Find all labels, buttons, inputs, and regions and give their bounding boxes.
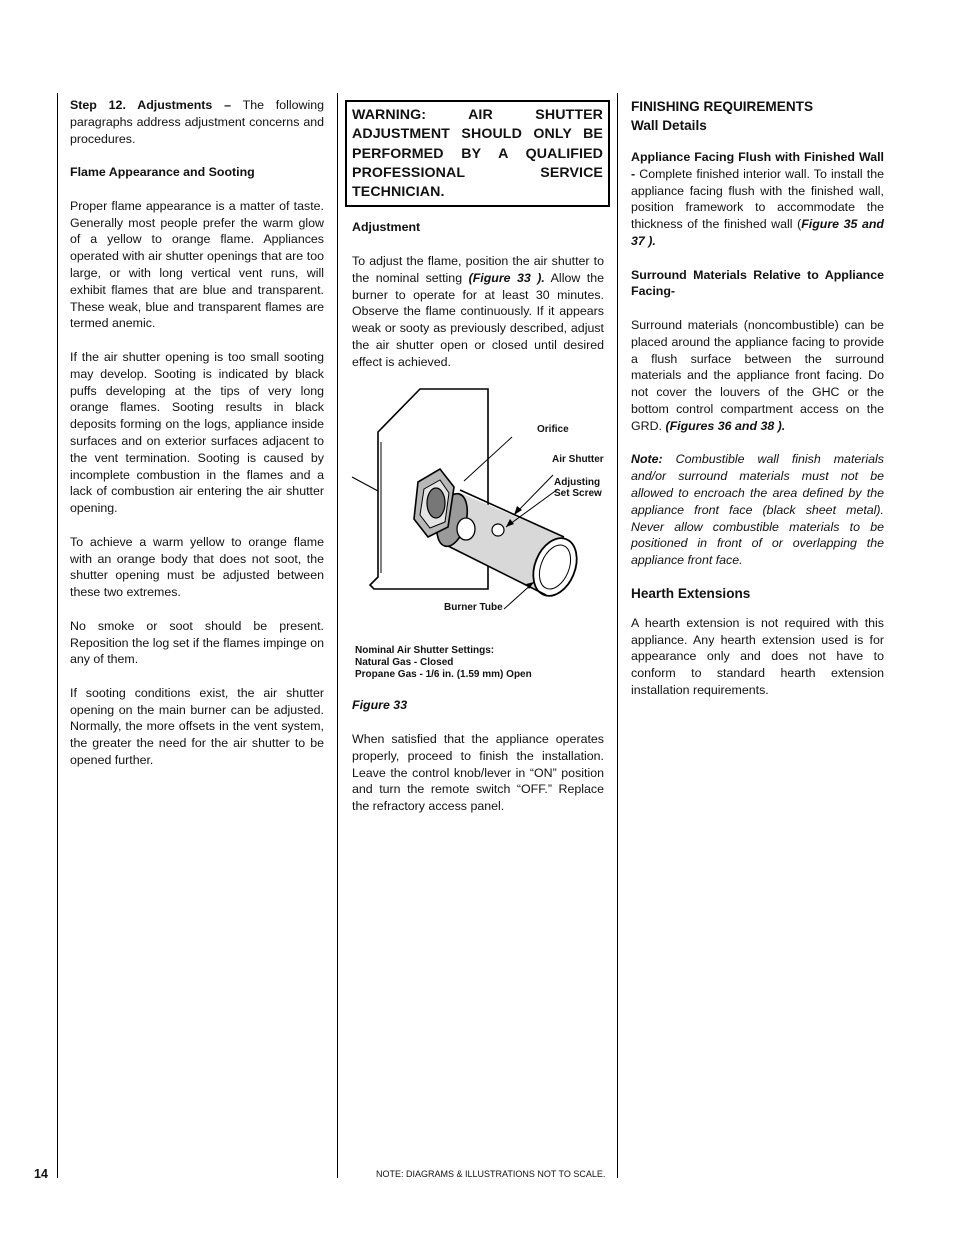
figure-33-diagram xyxy=(348,387,608,637)
page-number: 14 xyxy=(34,1167,48,1181)
figure-reference: Figure 35 and 37 ). xyxy=(631,217,884,248)
hearth-heading: Hearth Extensions xyxy=(631,585,751,601)
flame-appearance-heading: Flame Appearance and Sooting xyxy=(70,165,255,180)
column-rule-middle xyxy=(337,93,338,1178)
step-12-heading: Step 12. Adjustments – xyxy=(70,98,232,112)
figure-reference: (Figure 33 ). xyxy=(468,270,545,285)
label-orifice: Orifice xyxy=(537,424,569,436)
label-burner-tube: Burner Tube xyxy=(444,602,503,614)
step-12-paragraph: Step 12. Adjustments – The following paragraphs address adjustment concerns and procedures. xyxy=(70,98,325,146)
footnote: NOTE: DIAGRAMS & ILLUSTRATIONS NOT TO SCALE. xyxy=(376,1169,606,1179)
final-paragraph: When satisfied that the appliance operates properly, proceed to finish the installation. Leave the control knob/lever in “ON” position and turn the remote switch “OFF.” Replace the refractory access panel. xyxy=(352,732,604,814)
hearth-paragraph: A hearth extension is not required with this appliance. Any hearth extension used is for appearance only and does not have to conform to standard hearth extension installation requirements. xyxy=(631,615,884,697)
label-adjusting: Adjusting xyxy=(554,477,601,489)
left-column xyxy=(70,97,324,786)
body-paragraph: No smoke or soot should be present. Reposition the log set if the flames impinge on any of them. xyxy=(70,618,324,667)
surround-heading: Surround Materials Relative to Appliance Facing- xyxy=(631,267,884,299)
adjustment-heading: Adjustment xyxy=(352,220,421,235)
body-paragraph: If sooting conditions exist, the air shutter opening on the main burner can be adjusted. Normally, the more offsets in the vent system, the greater the need for the air shutter to be opened further. xyxy=(70,685,324,768)
nominal-settings: Nominal Air Shutter Settings: Natural Gas - Closed Propane Gas - 1/6 in. (1.59 mm) Open xyxy=(355,645,532,681)
burner-illustration xyxy=(348,387,608,637)
label-air-shutter: Air Shutter xyxy=(552,454,604,466)
finishing-heading: FINISHING REQUIREMENTS Wall Details xyxy=(631,99,814,133)
body-paragraph: To achieve a warm yellow to orange flame with an orange body that does not soot, the shutter opening must be adjusted between these two extremes. xyxy=(70,534,324,600)
warning-box: WARNING: AIR SHUTTER ADJUSTMENT SHOULD ONLY BE PERFORMED BY A QUALIFIED PROFESSIONAL SERVICE TECHNICIAN. xyxy=(345,100,610,207)
body-paragraph: Proper flame appearance is a matter of taste. Generally most people prefer the warm glow of a yellow to orange flame. Appliances operated with air shutter openings that are too large, or with long vertical vent runs, will exhibit flames that are blue and transparent. These weak, blue and transparent flames are termed anemic. xyxy=(70,198,324,331)
middle-column xyxy=(345,100,610,832)
body-paragraph: If the air shutter opening is too small sooting may develop. Sooting is indicated by black puffs developing at the tips of very long orange flames. Sooting results in black deposits forming on the logs, appliance inside surfaces and on exterior surfaces adjacent to the vent termination. Sooting is caused by incomplete combustion in the flames and a lack of combustion air entering the air shutter opening. xyxy=(70,349,324,516)
figure-caption: Figure 33 xyxy=(352,698,408,713)
surround-paragraph: Surround materials (noncombustible) can be placed around the appliance facing to provide a flush surface between the surround materials and the appliance front facing. Do not cover the louvers of the GHC or the bottom control compartment access on the GRD. (Figures 36 and 38 ). xyxy=(631,317,884,433)
column-rule-right xyxy=(617,93,618,1178)
figure-reference: (Figures 36 and 38 ). xyxy=(665,418,786,433)
note-paragraph: Note: Combustible wall finish materials and/or surround materials must not be allowed to encroach the area defined by the appliance front face (black sheet metal). Never allow combustible materials to be positioned in front of or overlapping the appliance front face. xyxy=(631,452,884,568)
flush-paragraph: Appliance Facing Flush with Finished Wall - Complete finished interior wall. To install the appliance facing flush with the finished wall, position framework to accommodate the thickness of the finished wall (Figure 35 and 37 ). xyxy=(631,150,884,248)
label-set-screw: Set Screw xyxy=(554,488,602,500)
right-column xyxy=(631,97,884,716)
column-rule-left xyxy=(57,93,58,1178)
adjustment-paragraph: To adjust the flame, position the air shutter to the nominal setting (Figure 33 ). Allow the burner to operate for at least 30 minutes. Observe the flame continuously. If it appears weak or sooty as previously described, adjust the air shutter open or closed until desired effect is achieved. xyxy=(352,254,604,369)
